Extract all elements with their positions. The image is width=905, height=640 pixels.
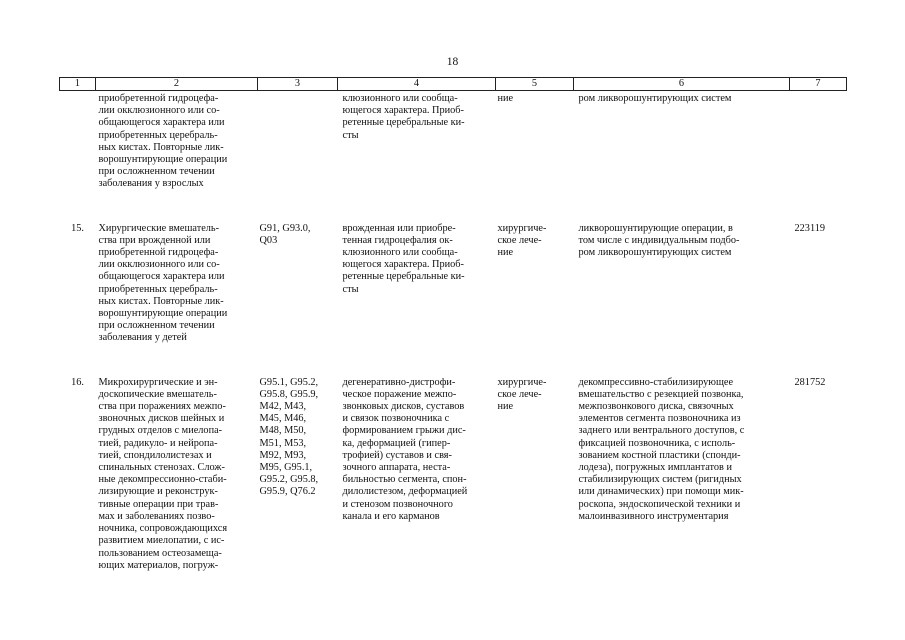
page-number: 18 bbox=[446, 56, 459, 68]
patient-model-cell: врожденная или приобре- тенная гидроцефалия ок- клюзионного или сообща- ющегося характера. Приоб- ретенные церебральные ки- сты bbox=[342, 222, 465, 295]
treatment-method-cell: ликворошунтирующие операции, в том числе с индивидуальным подбо- ром ликворошунтирующих систем bbox=[578, 222, 740, 259]
column-header-7: 7 bbox=[790, 78, 847, 91]
patient-model-cell: клюзионного или сообща- ющегося характера. Приоб- ретенные церебральные ки- сты bbox=[342, 93, 465, 141]
table-row-16 bbox=[60, 345, 847, 572]
treatment-method-cell: ром ликворошунтирующих систем bbox=[578, 93, 732, 104]
treatment-type-cell: хирургиче- ское лече- ние bbox=[497, 222, 547, 259]
column-header-1: 1 bbox=[60, 78, 96, 91]
patient-model-cell: дегенеративно-дистрофи- ческое поражение межпо- звонковых дисков, суставов и связок позвоночника с формированием грыжи дис- ка, деформацией (гипер- трофией) суставов и свя- зочного аппарата, неста- бильностью сегмента, спон- дилолистезом, деформацией и стенозом позвоночного канала и его карманов bbox=[342, 376, 468, 522]
column-number-header-row bbox=[60, 78, 847, 91]
intervention-name-cell: Микрохирургические и эн- доскопические вмешатель- ства при поражениях межпо- звоночных дисков шейных и грудных отделов с миелопа- тией, радикуло- и нейропа- тией, спондилолистезах и спинальных стенозах. Слож- ные декомпрессионно-стаби- лизирующие и реконструк- тивные операции при трав- мах и заболеваниях позво- ночника, сопровождающихся развитием миелопатии, с ис- пользованием остеозамеща- ющих материалов, погруж- bbox=[98, 376, 228, 571]
column-header-4: 4 bbox=[338, 78, 496, 91]
table-row-continuation bbox=[60, 91, 847, 191]
column-header-5: 5 bbox=[496, 78, 574, 91]
column-header-3: 3 bbox=[258, 78, 338, 91]
row-number-cell: 15. bbox=[71, 222, 84, 234]
cost-cell: 281752 bbox=[794, 376, 826, 388]
treatment-type-cell: хирургиче- ское лече- ние bbox=[497, 376, 547, 413]
column-header-6: 6 bbox=[574, 78, 790, 91]
treatment-method-cell: декомпрессивно-стабилизирующее вмешательство с резекцией позвонка, межпозвонкового диска, связочных элементов сегмента позвоночника из заднего или вентрального доступов, с фиксацией позвоночника, с исполь- зованием костной пластики (спонди- лодеза), погружных имплантатов и стабилизирующих систем (ригидных или динамических) при помощи мик- роскопа, эндоскопической техники и малоинвазивного инструментария bbox=[578, 376, 745, 522]
diagnosis-codes-cell bbox=[258, 91, 338, 191]
cost-cell bbox=[790, 91, 847, 191]
diagnosis-codes-cell: G91, G93.0, Q03 bbox=[259, 222, 311, 246]
column-header-2: 2 bbox=[96, 78, 258, 91]
intervention-name-cell: приобретенной гидроцефа- лии окклюзионного или со- общающегося характера или приобретенных церебраль- ных кистах. Повторные лик- ворошунтирующие операции при осложненном течении заболевания у взрослых bbox=[98, 93, 228, 190]
row-number-cell bbox=[60, 91, 96, 191]
table-row-15 bbox=[60, 191, 847, 345]
medical-care-table bbox=[59, 77, 847, 572]
cost-cell: 223119 bbox=[794, 222, 826, 234]
intervention-name-cell: Хирургические вмешатель- ства при врожденной или приобретенной гидроцефа- лии окклюзионного или со- общающегося характера или приобретенных церебраль- ных кистах. Повторные лик- ворошунтирующие операции при осложненном течении заболевания у детей bbox=[98, 222, 228, 344]
row-number-cell: 16. bbox=[71, 376, 84, 388]
treatment-type-cell: ние bbox=[497, 93, 514, 104]
diagnosis-codes-cell: G95.1, G95.2, G95.8, G95.9, M42, M43, M45, M46, M48, M50, M51, M53, M92, M93, M95, G95.1, G95.2, G95.8, G95.9, Q76.2 bbox=[259, 376, 319, 498]
